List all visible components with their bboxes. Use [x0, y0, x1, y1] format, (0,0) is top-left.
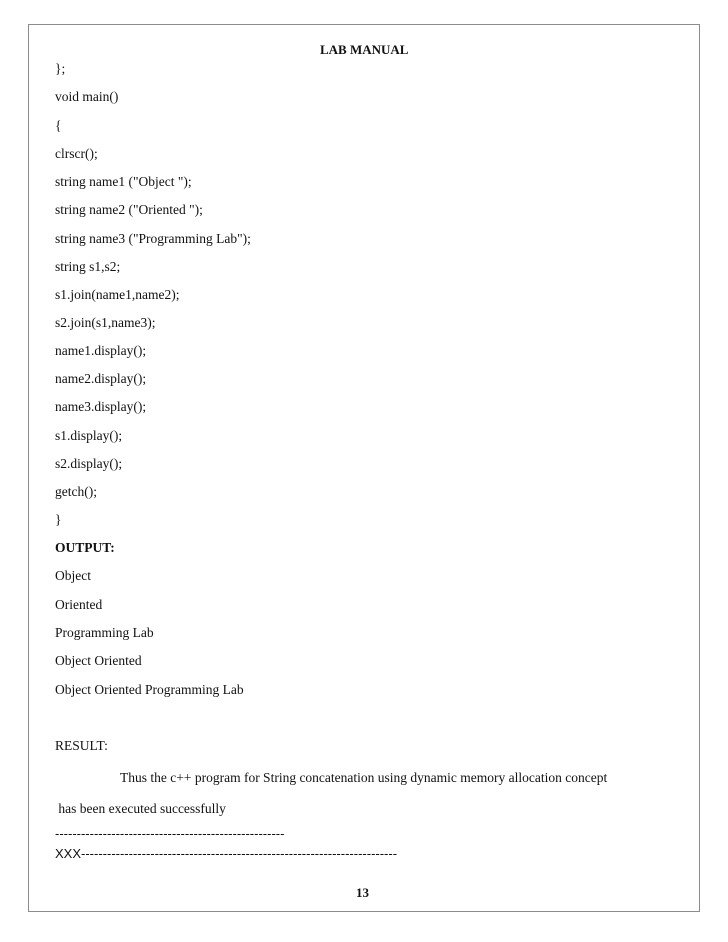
code-line: {: [55, 118, 62, 133]
code-line: string name1 ("Object ");: [55, 174, 192, 189]
code-line: name2.display();: [55, 371, 147, 386]
code-line: s2.display();: [55, 456, 123, 471]
output-line: Oriented: [55, 597, 103, 612]
code-line: clrscr();: [55, 146, 98, 161]
code-line: s1.display();: [55, 428, 123, 443]
code-line: string s1,s2;: [55, 259, 121, 274]
code-line: name3.display();: [55, 399, 147, 414]
code-line: string name2 ("Oriented ");: [55, 202, 203, 217]
output-heading: OUTPUT:: [55, 540, 115, 555]
result-text-continued: has been executed successfully: [55, 801, 226, 816]
output-line: Object Oriented: [55, 653, 142, 668]
code-line: string name3 ("Programming Lab");: [55, 231, 251, 246]
code-line: }: [55, 512, 62, 527]
code-line: getch();: [55, 484, 97, 499]
code-line: s1.join(name1,name2);: [55, 287, 180, 302]
separator-end-line: XXX-------------------------------------------------------------------------: [55, 846, 398, 861]
result-heading: RESULT:: [55, 738, 108, 753]
result-text: Thus the c++ program for String concatenation using dynamic memory allocation concept: [120, 770, 608, 785]
header-title: LAB MANUAL: [320, 42, 409, 57]
code-line: name1.display();: [55, 343, 147, 358]
output-line: Object: [55, 568, 91, 583]
output-line: Object Oriented Programming Lab: [55, 682, 244, 697]
separator-line: -----------------------------------------------------: [55, 826, 285, 841]
code-line: s2.join(s1,name3);: [55, 315, 156, 330]
output-line: Programming Lab: [55, 625, 154, 640]
code-line: };: [55, 61, 66, 76]
page-number: 13: [356, 885, 369, 900]
code-line: void main(): [55, 89, 119, 104]
